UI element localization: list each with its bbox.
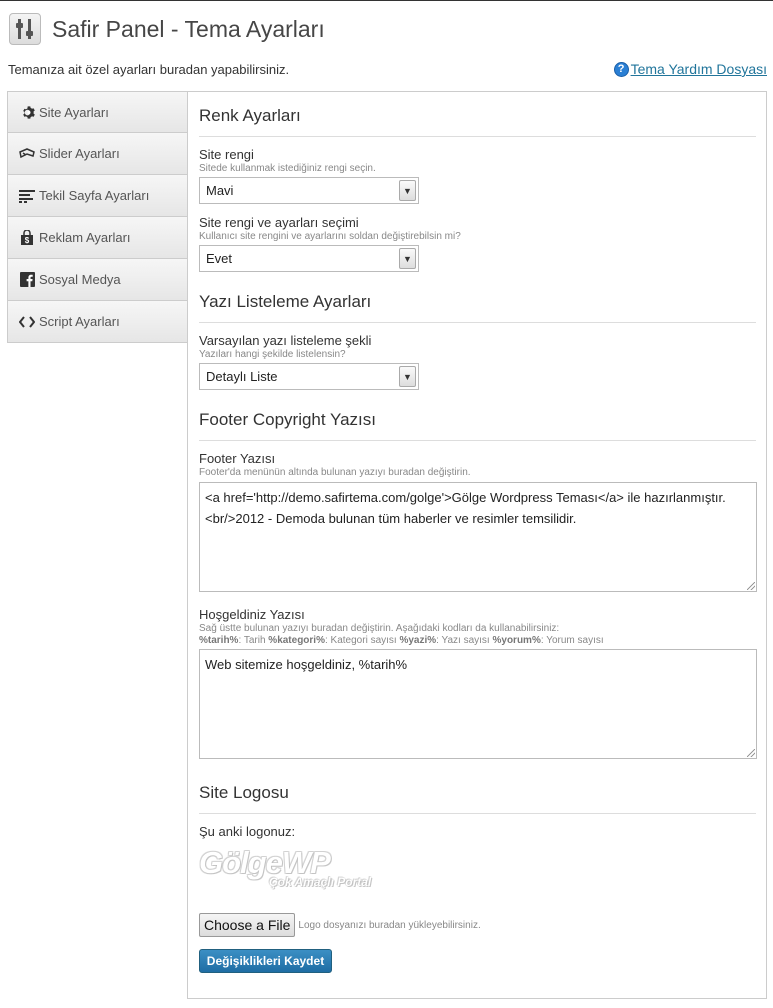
field-hint: Sağ üstte bulunan yazıyı buradan değiştirin. Aşağıdaki kodları da kullanabilirsiniz: bbox=[199, 623, 560, 634]
page-title: Safir Panel - Tema Ayarları bbox=[52, 15, 325, 42]
field-label: Hoşgeldiniz Yazısı bbox=[199, 607, 305, 622]
sidebar-item-script[interactable] bbox=[7, 301, 188, 343]
site-logo-image bbox=[199, 845, 399, 893]
help-question-icon: ? bbox=[614, 62, 629, 77]
field-renk-secimi bbox=[199, 215, 756, 272]
sidebar-item-label: Script Ayarları bbox=[39, 314, 120, 329]
current-logo-label: Şu anki logonuz: bbox=[199, 824, 296, 839]
field-site-rengi bbox=[199, 147, 756, 204]
sidebar-item-slider-ayarlari[interactable] bbox=[7, 133, 188, 175]
site-color-select[interactable] bbox=[199, 177, 419, 204]
text-lines-icon bbox=[19, 188, 35, 204]
chevron-down-icon: ▼ bbox=[399, 180, 416, 201]
field-label: Footer Yazısı bbox=[199, 451, 276, 466]
sidebar-item-site-ayarlari[interactable] bbox=[7, 91, 188, 133]
select-value: Detaylı Liste bbox=[206, 369, 278, 384]
sidebar-item-tekil-sayfa[interactable] bbox=[7, 175, 188, 217]
welcome-text-textarea[interactable] bbox=[199, 649, 757, 759]
select-value: Mavi bbox=[206, 183, 234, 198]
sidebar-item-label: Site Ayarları bbox=[39, 104, 109, 120]
help-link-label: Tema Yardım Dosyası bbox=[630, 61, 767, 77]
section-title-renk: Renk Ayarları bbox=[199, 106, 756, 137]
slider-icon bbox=[19, 146, 35, 162]
sidebar-item-label: Reklam Ayarları bbox=[39, 230, 131, 245]
settings-panel bbox=[187, 91, 767, 999]
intro-text: Temanıza ait özel ayarları buradan yapabilirsiniz. bbox=[8, 62, 290, 77]
textarea-value: Web sitemize hoşgeldiniz, %tarih% bbox=[205, 657, 408, 672]
shopping-bag-icon bbox=[19, 230, 35, 246]
top-border bbox=[0, 0, 773, 1]
sidebar-item-label: Slider Ayarları bbox=[39, 146, 120, 161]
facebook-icon bbox=[19, 272, 35, 288]
code-icon bbox=[19, 314, 35, 330]
sidebar-item-label: Sosyal Medya bbox=[39, 272, 121, 287]
logo-text: GölgeWP bbox=[199, 845, 330, 880]
help-link[interactable] bbox=[614, 61, 767, 77]
select-value: Evet bbox=[206, 251, 233, 266]
field-listeleme-sekli bbox=[199, 333, 756, 390]
field-label: Site rengi bbox=[199, 147, 254, 162]
section-title-footer: Footer Copyright Yazısı bbox=[199, 410, 756, 441]
resize-grip-icon[interactable] bbox=[747, 749, 755, 757]
save-changes-button[interactable]: Değişiklikleri Kaydet bbox=[199, 949, 332, 973]
chevron-down-icon: ▼ bbox=[399, 248, 416, 269]
field-footer-yazisi bbox=[199, 451, 756, 592]
section-title-listeleme: Yazı Listeleme Ayarları bbox=[199, 292, 756, 323]
footer-text-textarea[interactable] bbox=[199, 482, 757, 592]
sidebar-item-reklam[interactable] bbox=[7, 217, 188, 259]
field-label: Site rengi ve ayarları seçimi bbox=[199, 215, 359, 230]
upload-hint: Logo dosyanızı buradan yükleyebilirsiniz. bbox=[298, 919, 481, 931]
list-style-select[interactable] bbox=[199, 363, 419, 390]
svg-text:$: $ bbox=[24, 235, 30, 245]
field-label: Varsayılan yazı listeleme şekli bbox=[199, 333, 372, 348]
page-header bbox=[9, 11, 325, 47]
chevron-down-icon: ▼ bbox=[399, 366, 416, 387]
field-hosgeldiniz bbox=[199, 607, 756, 759]
field-hint: Kullanıcı site rengini ve ayarlarını soldan değiştirebilsin mi? bbox=[199, 231, 461, 242]
gear-icon bbox=[19, 104, 35, 120]
code-hint-line: %tarih%: Tarih %kategori%: Kategori sayısı %yazi%: Yazı sayısı %yorum%: Yorum sayısı bbox=[199, 635, 604, 646]
section-title-logo: Site Logosu bbox=[199, 783, 756, 814]
logo-subtitle: Çok Amaçlı Portal bbox=[269, 875, 372, 889]
logo-upload-row bbox=[199, 913, 756, 937]
field-hint: Footer'da menünün altında bulunan yazıyı buradan değiştirin. bbox=[199, 467, 471, 478]
sidebar-nav bbox=[7, 91, 188, 343]
field-hint: Sitede kullanmak istediğiniz rengi seçin. bbox=[199, 163, 376, 174]
resize-grip-icon[interactable] bbox=[747, 582, 755, 590]
color-choice-select[interactable] bbox=[199, 245, 419, 272]
sidebar-item-sosyal-medya[interactable] bbox=[7, 259, 188, 301]
sidebar-item-label: Tekil Sayfa Ayarları bbox=[39, 188, 150, 203]
settings-sliders-icon bbox=[9, 13, 41, 45]
field-hint: Yazıları hangi şekilde listelensin? bbox=[199, 349, 346, 360]
choose-file-button[interactable]: Choose a File bbox=[199, 913, 295, 937]
textarea-value: <a href='http://demo.safirtema.com/golge'>Gölge Wordpress Teması</a> ile hazırlanmıştır.<br/>2012 - Demoda bulunan tüm haberler ve resimler temsilidir. bbox=[205, 490, 726, 526]
